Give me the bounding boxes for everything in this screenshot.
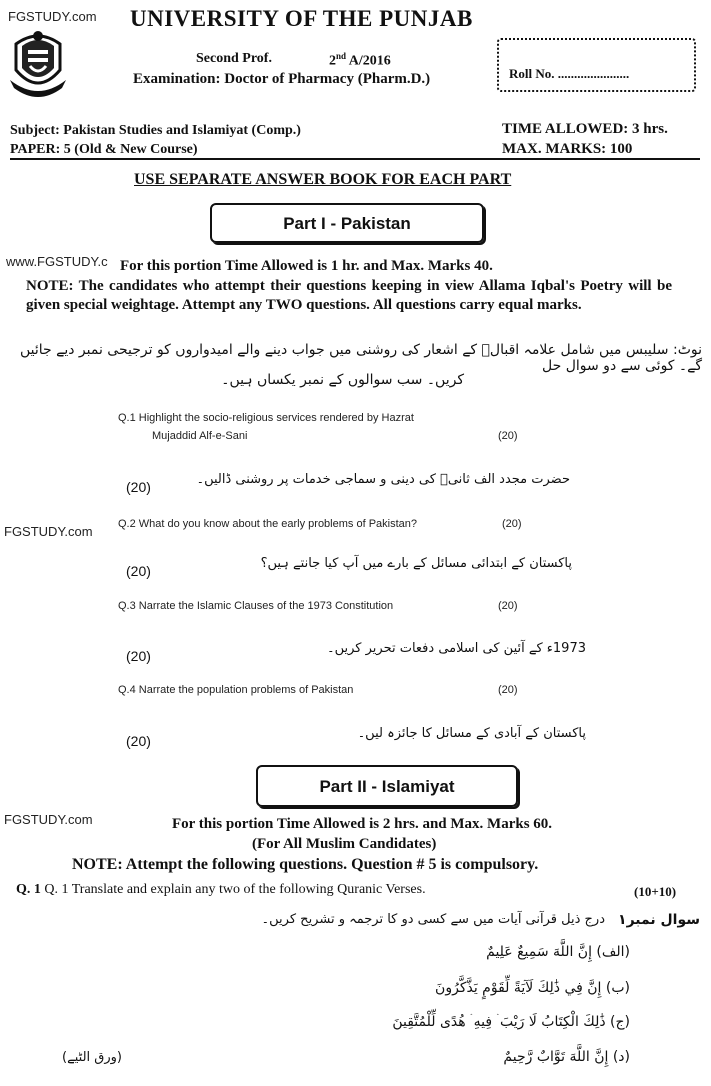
p1-q3-urdu: 1973ء کے آئین کی اسلامی دفعات تحریر کریں۔ (326, 641, 586, 656)
p1-q2-text: Q.2 What do you know about the early problems of Pakistan? (118, 518, 417, 530)
p1-q2-marks: (20) (502, 518, 522, 530)
p1-q3-text: Q.3 Narrate the Islamic Clauses of the 1973 Constitution (118, 600, 394, 612)
part2-note: NOTE: Attempt the following questions. Question # 5 is compulsory. (72, 856, 539, 873)
verse-a: (الف) إِنَّ اللَّهَ سَمِيعٌ عَلِيمٌ (486, 944, 630, 960)
verse-d: (د) إِنَّ اللَّهَ تَوَّابٌ رَّحِيمٌ (503, 1049, 630, 1065)
part1-title: Part I - Pakistan (283, 214, 411, 233)
part2-time-note: For this portion Time Allowed is 2 hrs. and Max. Marks 60. (172, 816, 553, 832)
watermark-q2: FGSTUDY.com (4, 524, 93, 539)
p1-q2-urdu: پاکستان کے ابتدائی مسائل کے بارے میں آپ کیا جانتے ہیں؟ (260, 556, 572, 571)
part1-title-box (210, 203, 484, 243)
separate-book-instruction: USE SEPARATE ANSWER BOOK FOR EACH PART (134, 171, 512, 188)
paper: PAPER: 5 (Old & New Course) (10, 142, 198, 157)
exam-year: Second Prof. (196, 51, 272, 66)
verse-b: (ب) إِنَّ فِي ذَٰلِكَ لَآيَةً لِّقَوْمٍ يَذَّكَّرُونَ (435, 980, 630, 996)
part2-title: Part II - Islamiyat (319, 777, 455, 796)
annual-label: 2nd A/2016 (329, 51, 391, 69)
p1-q1-text-line2: Mujaddid Alf-e-Sani (152, 430, 248, 442)
p1-q1-urdu-marks: (20) (126, 479, 151, 495)
p2-q1-marks: (10+10) (634, 884, 677, 899)
watermark-part2: FGSTUDY.com (4, 812, 93, 827)
p2-q1-urdu-label: سوال نمبر۱ (618, 912, 700, 928)
p1-q3-urdu-marks: (20) (126, 648, 151, 664)
part1-urdu-note-line2: کریں۔ سب سوالوں کے نمبر یکساں ہیں۔ (221, 372, 464, 388)
subject: Subject: Pakistan Studies and Islamiyat (Comp.) (10, 123, 301, 138)
header-divider (10, 158, 700, 160)
university-seal (10, 26, 66, 98)
examination-title: Examination: Doctor of Pharmacy (Pharm.D.) (133, 71, 431, 87)
please-turn-over: (ورق الٹیے) (62, 1050, 122, 1065)
p2-q1-urdu: درج ذیل قرآنی آیات میں سے کسی دو کا ترجمہ و تشریح کریں۔ (261, 912, 605, 927)
university-title: UNIVERSITY OF THE PUNJAB (130, 6, 473, 31)
part2-subnote: (For All Muslim Candidates) (252, 836, 437, 852)
part1-urdu-note-line1: نوٹ: سلیبس میں شامل علامہ اقبالؒ کے اشعار کی روشنی میں جواب دینے والے امیدواروں کو ترجیحی نمبر دیے جائیں گے۔ کوئی سے دو سوال حل (19, 342, 702, 374)
verse-c: (ج) ذَٰلِكَ الْكِتَابُ لَا رَيْبَ ۛ فِيهِ ۛ هُدًى لِّلْمُتَّقِينَ (392, 1014, 630, 1030)
p1-q1-text-line1: Q.1 Highlight the socio-religious services rendered by Hazrat (118, 412, 414, 424)
p1-q2-urdu-marks: (20) (126, 563, 151, 579)
watermark-mid: www.FGSTUDY.c (6, 254, 108, 269)
part1-note: NOTE: The candidates who attempt their questions keeping in view Allama Iqbal's Poetry will be given special weightage. Attempt any TWO questions. All questions carry equal marks. (26, 278, 672, 313)
p1-q1-urdu: حضرت مجدد الف ثانیؒ کی دینی و سماجی خدمات پر روشنی ڈالیں۔ (196, 472, 570, 487)
p1-q3-marks: (20) (498, 600, 518, 612)
time-allowed: TIME ALLOWED: 3 hrs. (502, 121, 668, 137)
p1-q1-marks: (20) (498, 430, 518, 442)
max-marks: MAX. MARKS: 100 (502, 141, 633, 157)
roll-number-box[interactable] (497, 38, 696, 92)
p1-q4-marks: (20) (498, 684, 518, 696)
p1-q4-text: Q.4 Narrate the population problems of Pakistan (118, 684, 354, 696)
watermark-top: FGSTUDY.com (8, 9, 97, 24)
p1-q4-urdu: پاکستان کے آبادی کے مسائل کا جائزہ لیں۔ (357, 726, 586, 741)
p1-q4-urdu-marks: (20) (126, 733, 151, 749)
roll-number-label: Roll No. ...................... (509, 66, 630, 81)
part2-title-box (256, 765, 518, 807)
p2-q1-text: Q. 1 Q. 1 Translate and explain any two of the following Quranic Verses. (16, 882, 426, 897)
part1-time-note: For this portion Time Allowed is 1 hr. and Max. Marks 40. (120, 258, 493, 274)
